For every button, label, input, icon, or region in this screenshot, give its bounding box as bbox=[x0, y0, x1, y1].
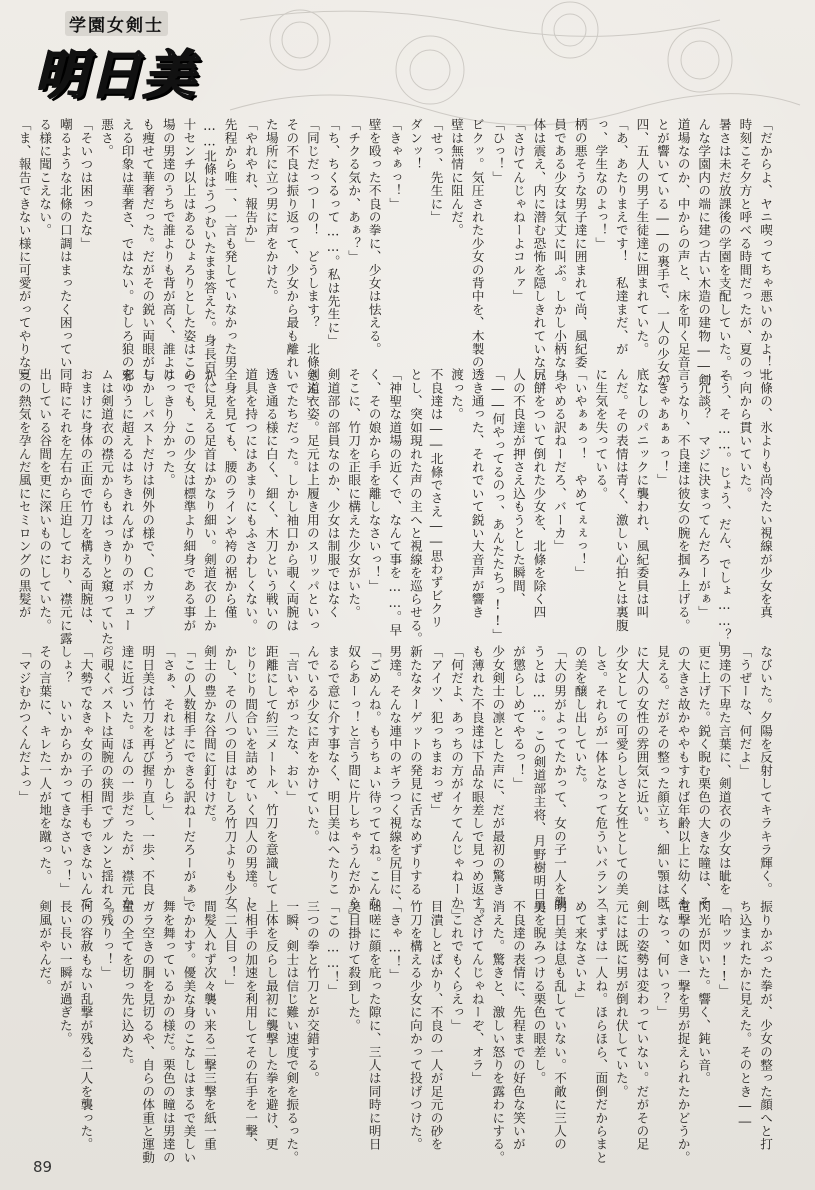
series-subtitle: 学園女剣士 bbox=[65, 11, 168, 36]
text-block-lower: なびいた。夕陽を反射してキラキラ輝く。 「うぜーな、何だよ」 男達の下卑た言葉に、剣道衣の少女は眦を 更に上げた。鋭く睨む栗色の大きな瞳は、そ の大きさ故かややもすれば年齢以上に幼くも 見える。だがその整った顔立ち、細い顎は既 に大人の女性の雰囲気に近い。 少女としての可愛らしさと女性としての美 しさ。それらが一体となって危ういバランス の美を醸し出していた。 「大の男がよってたかって、女の子一人を襲 うとは……。この剣道部主将、月野樹明日美 が懲らしめてやるっ！」 少女剣士の凛とした声に、だが最初の驚き も薄れた不良達は下品な眼差しで見つめ返す。 「何だよ、あっちの方がイケてんじゃねーか」 「アイツ、犯っちまおっぜ」 新たなターゲットの発見に舌なめずりする 男達。そんな連中のギラつく視線を尻目に、 「ごめんね。もうちょい待っててね。こんな 奴らあーっ！と言う間に片しちゃうんだから」 まるで意に介す事なく、明日美はへたりこ んでいる少女に声をかけていた。 「言いやがったな、おい」 距離にして約三メートル、竹刀を意識して じりじり間合いを詰めていく四人の男達。し かし、その八つの目はむしろ竹刀よりも少女 剣士の豊かな谷間に釘付けだ。 「この人数相手にできる訳ねーだろーがぁ」 「さぁ、それはどうかしら」 明日美は竹刀を再び握り直し、一歩、不良 達に近づいた。ほんの一歩だったが、襟元か ら覗くバストは両腕の狭間でプルンと揺れる。 「大勢でなきゃ女の子の相手もできないんで しょ？ いいからかかってきなさいっ！」 その言葉に、キレた一人が地を蹴った。 「マジむかつくんだよっ」 bbox=[16, 645, 773, 923]
text-block-top: 「だからよ、ヤニ喫ってちゃ悪いのかよ！」 時刻こそ夕方と呼べる時間だったが、夏の 暑さは未だ放課後の学園を支配していた。そ んな学園内の端に建つ古い木造の建物――剣 道場なのか、中からの声と、床を叩く足音 とが響いている――の裏手で、一人の少女が 四、五人の男子生徒達に囲まれていた。 「あ、あたりまえです！ 私達まだ、が っ、学生なのよっ！」 柄の悪そうな男子達に囲まれて尚、風紀委 員である少女は気丈に叫ぶ。しかし小柄な身 体は震え、内に潜む恐怖を隠しきれていない。 「さけてんじゃねーよコルァ」 「ひっ！」 ビクッ。気圧された少女の背中を、木製の 壁は無情に阻んだ。 「せっ、先生に」 ダンッ！ 「きゃぁっ！」 壁を殴った不良の拳に、少女は怯える。 「チクる気か、あぁ？」 「ち、ちくるって……。私は先生に」 「同じだっつーの！ どうします？ 北條さん」 その不良は振り返って、少女から最も離れ た場所に立つ男に声をかけた。 「やれやれ、報告か」 先程から唯一、一言も発していなかった男 ……北條はうつむいたまま答えた。身長百八 十センチ以上はあるひょろりとした姿はこの 場の男達のうちで誰よりも背が高く、誰より も痩せて華奢だった。だがその鋭い両眼が与 える印象は華奢さ、ではない。むしろ狼の邪 悪さ。 「そいつは困ったな」 嘲るような北條の口調はまったく困ってい る様に聞こえない。 「ま、報告できない様に可愛がってやりな」 bbox=[16, 118, 773, 409]
page-number: 89 bbox=[33, 1158, 53, 1176]
text-block-bottom: 振りかぶった拳が、少女の整った顔へと打 ち込まれたかに見えた。そのとき―― 「哈ッッ!!」 閃光が閃いた。響く、鈍い音。 電撃の如き一撃を男が捉えられたかどうか。 「なっ、何いっ？」 剣士の姿勢は変わっていない。だがその足 元には既に男が倒れ伏していた。 「まずは一人ね。ほらほら、面倒だからまと めて来なさいよ」 明日美は息も乱していない。不敵に三人の 男を睨みつける栗色の眼差し。 不良達の表情に、先程までの好色な笑いが 消えた。驚きと、激しい怒りを露わにする。 「ざけてんじゃねーぞ、オラ」 「これでもくらえっ」 目潰しとばかり、不良の一人が足元の砂を 竹刀を構える少女に向かって投げつけた。 「きゃ…！」 咄嗟に顔を庇った隙に、三人は同時に明日 美目掛けて殺到した。 「この……！」 三つの拳と竹刀とが交錯する。 一瞬、剣士は信じ難い速度で剣を振るった。 上体を反らし最初に襲撃した拳を避け、更 に相手の加速を利用してその右手を一撃、 「二人目っ！」 間髪入れず次々襲い来る二撃三撃を紙一重 でかわす。優美な身のこなしはまるで美しい 舞を舞っているかの様だ。栗色の瞳は男達の ガラ空きの胴を見切るや、自らの体重と運動 量の全てを切っ先に込めた。 「残りっ！」 何の容赦もない乱撃が残る二人を襲った。 長い長い一瞬が過ぎた。 剣風がやんだ。 bbox=[37, 900, 773, 1164]
series-main-title: 明日美 bbox=[35, 45, 198, 106]
series-title bbox=[15, 5, 215, 106]
text-block-middle: 北條の、氷よりも尚冷たい視線が少女を真 っ向から貫いていた。 「う、そ……。じょう、だん、でしょ……？」 「冗談？ マジに決まってんだろーがぁ」 言うなり、不良達は彼女の腕を掴み上げる。 「きゃあぁぁっ！」 底なしのパニックに襲われ、風紀委員は叫 んだ。その表情は青く、激しい心拍とは裏腹 に生気を失っている。 「いやぁぁっ！ やめてぇぇっ！」 「やめる訳ねーだろ、バーカ」 尻餅をついて倒れた少女を、北條を除く四 人の不良達が押さえ込もうとした瞬間、 「――何やってるのっ、あんたたちっ!!」 透き通った、それでいて鋭い大音声が響き 渡った。 不良達は――北條でさえ――思わずビクリ とし、突如現れた声の主へと視線を巡らせる。 「神聖な道場の近くで、なんて事を……。早 く、その娘から手を離しなさいっ！」 そこに、竹刀を正眼に構えた少女がいた。 剣道部の部員なのか、少女は制服ではなく 剣道衣姿。足元は上履き用のスリッパといっ いでたちだった。しかし袖口から覗く両腕は 透き通る様に白く、細く、木刀という戦いの 道具を持つにはあまりにもふさわしくない。 全身を見ても、腰のラインや袴の裾から僅 かに見える足首はかなり細い。剣道衣の上か らでも、この少女は標準より細身である事が はっきり分かった。 しかしバストだけは例外の様で、Ｃカップ をゆうに超えるはちきれんばかりのボリュー ムは剣道衣の襟元からもはっきりと窺っていた。 おまけに身体の正面で竹刀を構える両腕は、 同時にそれを左右から圧迫しており、襟元に露 出している谷間を更に深いものにしていた。 夏の熱気を孕んだ風にセミロングの黒髪が bbox=[16, 368, 773, 659]
